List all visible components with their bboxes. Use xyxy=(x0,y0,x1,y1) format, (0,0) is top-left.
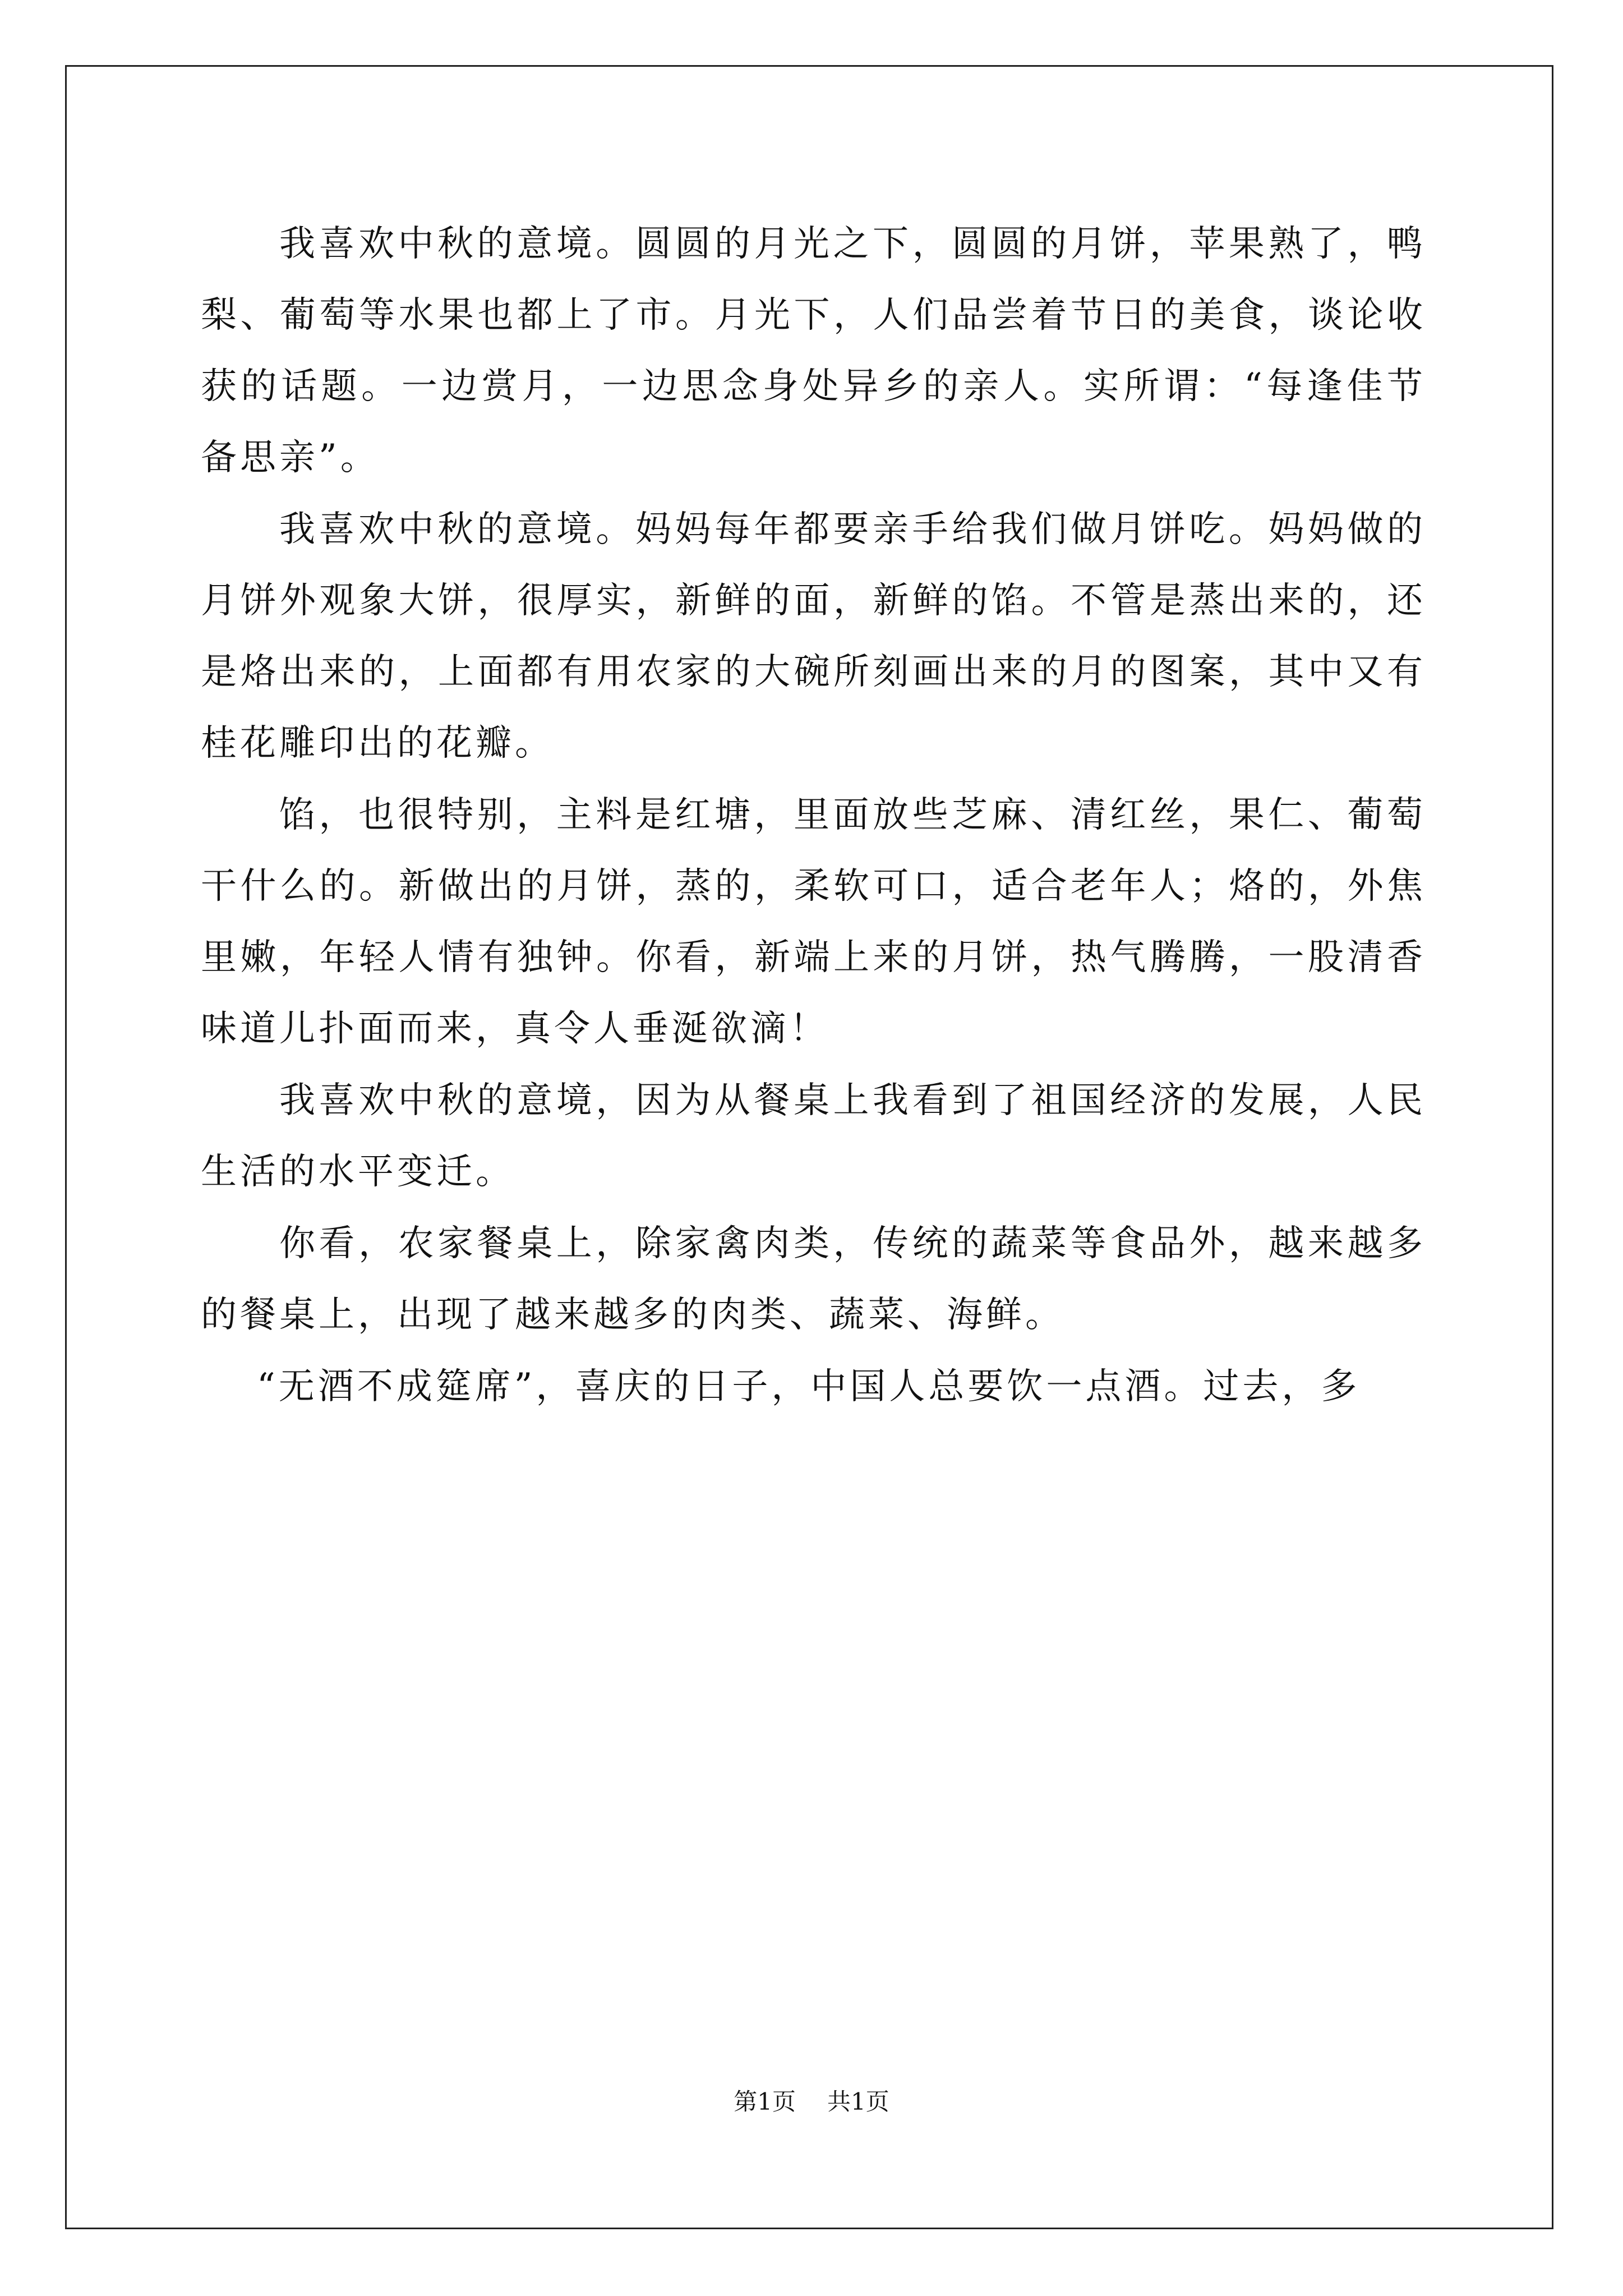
paragraph-6: “无酒不成筵席”，喜庆的日子，中国人总要饮一点酒。过去，多 xyxy=(257,1366,1361,1407)
page-number-current: 第1页 xyxy=(734,2088,796,2115)
paragraph-3: 馅，也很特别，主料是红塘，里面放些芝麻、清红丝，果仁、葡萄干什么的。新做出的月饼，蒸的，柔软可口，适合老年人；烙的，外焦里嫩，年轻人情有独钟。你看，新端上来的月饼，热气腾腾，一股清香味道儿扑面而来，真令人垂涎欲滴！ xyxy=(201,794,1426,1050)
paragraph-4: 我喜欢中秋的意境，因为从餐桌上我看到了祖国经济的发展，人民生活的水平变迁。 xyxy=(201,1080,1426,1193)
document-body xyxy=(201,209,1426,1423)
paragraph-5: 你看，农家餐桌上，除家禽肉类，传统的蔬菜等食品外，越来越多的餐桌上，出现了越来越多的肉类、蔬菜、海鲜。 xyxy=(201,1223,1426,1336)
paragraph-2: 我喜欢中秋的意境。妈妈每年都要亲手给我们做月饼吃。妈妈做的月饼外观象大饼，很厚实，新鲜的面，新鲜的馅。不管是蒸出来的，还是烙出来的，上面都有用农家的大碗所刻画出来的月的图案，其中又有桂花雕印出的花瓣。 xyxy=(201,509,1426,764)
page-footer xyxy=(0,2088,1623,2116)
paragraph-1: 我喜欢中秋的意境。圆圆的月光之下，圆圆的月饼，苹果熟了，鸭梨、葡萄等水果也都上了市。月光下，人们品尝着节日的美食，谈论收获的话题。一边赏月，一边思念身处异乡的亲人。实所谓：“每逢佳节备思亲”。 xyxy=(201,223,1426,478)
page-number-total: 共1页 xyxy=(827,2088,889,2115)
